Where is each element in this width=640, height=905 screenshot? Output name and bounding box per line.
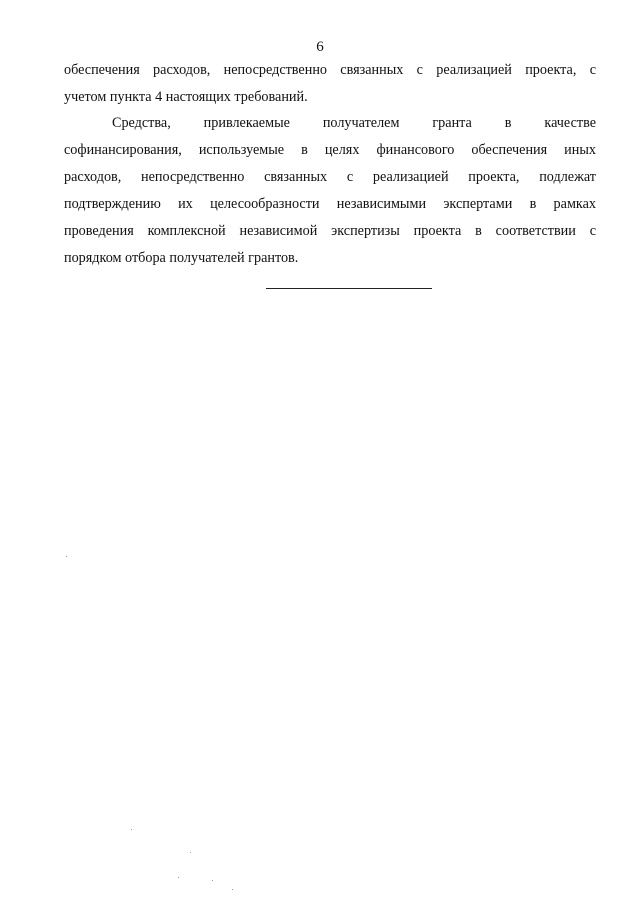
end-divider-line	[266, 288, 432, 289]
paragraph-line: Средства, привлекаемые получателем гранта в качестве	[112, 115, 596, 131]
paragraph-line: учетом пункта 4 настоящих требований.	[64, 89, 308, 105]
scan-speck	[212, 880, 213, 881]
scan-speck	[66, 556, 67, 557]
paragraph-line: расходов, непосредственно связанных с реализацией проекта, подлежат	[64, 169, 596, 185]
paragraph-continuation	[64, 57, 596, 111]
paragraph-line: софинансирования, используемые в целях финансового обеспечения иных	[64, 142, 596, 158]
scan-speck	[232, 889, 233, 890]
paragraph-cofinancing	[64, 110, 596, 272]
scan-speck	[190, 852, 191, 853]
paragraph-line: проведения комплексной независимой экспертизы проекта в соответствии с	[64, 223, 596, 239]
scan-speck	[131, 829, 132, 830]
paragraph-line: обеспечения расходов, непосредственно связанных с реализацией проекта, с	[64, 62, 596, 78]
scan-speck	[178, 877, 179, 878]
paragraph-line: порядком отбора получателей грантов.	[64, 250, 299, 266]
page-number: 6	[316, 39, 324, 55]
paragraph-line: подтверждению их целесообразности независимыми экспертами в рамках	[64, 196, 596, 212]
